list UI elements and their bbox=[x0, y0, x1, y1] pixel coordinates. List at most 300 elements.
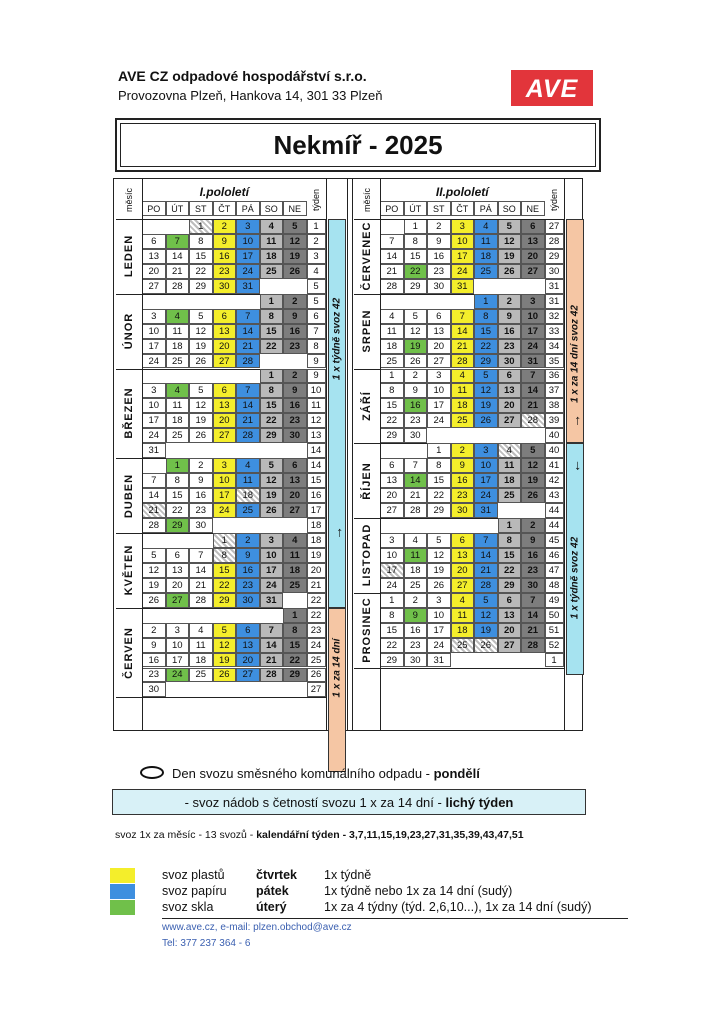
day-cell: 25 bbox=[380, 354, 404, 369]
day-cell: 7 bbox=[260, 623, 284, 638]
day-header-5: SO bbox=[498, 201, 522, 216]
day-cell: 27 bbox=[142, 279, 166, 294]
day-cell: 5 bbox=[474, 369, 498, 384]
day-cell: 22 bbox=[474, 339, 498, 354]
week-number-cell: 2 bbox=[307, 234, 326, 249]
day-cell: 4 bbox=[260, 219, 284, 234]
day-cell: 24 bbox=[260, 578, 284, 593]
day-cell: 15 bbox=[213, 563, 237, 578]
monthly-note-text: svoz 1x za měsíc - 13 svozů - bbox=[115, 829, 257, 841]
day-header-3: ČT bbox=[451, 201, 475, 216]
day-cell: 13 bbox=[142, 249, 166, 264]
day-cell: 26 bbox=[189, 354, 213, 369]
day-cell: 16 bbox=[213, 249, 237, 264]
day-cell: 25 bbox=[451, 638, 475, 653]
day-cell: 2 bbox=[451, 443, 475, 458]
day-cell: 3 bbox=[427, 369, 451, 384]
day-cell: 2 bbox=[521, 518, 545, 533]
day-cell: 20 bbox=[236, 653, 260, 668]
day-cell: 3 bbox=[142, 383, 166, 398]
day-cell: 23 bbox=[236, 578, 260, 593]
day-cell: 10 bbox=[427, 383, 451, 398]
day-cell: 8 bbox=[474, 309, 498, 324]
legend-item-name: svoz skla bbox=[162, 900, 214, 914]
week-number-cell: 39 bbox=[545, 413, 564, 428]
day-cell: 30 bbox=[427, 279, 451, 294]
legend-circle-label bbox=[172, 766, 480, 781]
week-number-cell: 13 bbox=[307, 428, 326, 443]
day-cell: 9 bbox=[404, 608, 428, 623]
day-cell: 17 bbox=[474, 473, 498, 488]
month-label: SRPEN bbox=[361, 309, 373, 353]
day-cell: 28 bbox=[260, 668, 284, 683]
half-title: I.pololetí bbox=[199, 185, 249, 199]
day-cell: 11 bbox=[166, 324, 190, 339]
day-cell: 29 bbox=[283, 668, 307, 683]
day-cell: 10 bbox=[521, 309, 545, 324]
day-cell: 1 bbox=[474, 294, 498, 309]
day-cell: 2 bbox=[498, 294, 522, 309]
day-cell: 14 bbox=[189, 563, 213, 578]
ave-logo bbox=[511, 70, 593, 106]
day-cell: 5 bbox=[142, 548, 166, 563]
week-number-cell: 10 bbox=[307, 383, 326, 398]
day-cell: 2 bbox=[404, 369, 428, 384]
day-cell: 18 bbox=[474, 249, 498, 264]
day-cell: 31 bbox=[521, 354, 545, 369]
day-cell: 9 bbox=[427, 234, 451, 249]
day-cell: 9 bbox=[404, 383, 428, 398]
day-cell: 2 bbox=[142, 623, 166, 638]
day-cell: 17 bbox=[260, 563, 284, 578]
legend-item-day: úterý bbox=[256, 900, 287, 914]
day-cell: 7 bbox=[236, 309, 260, 324]
day-cell: 21 bbox=[166, 264, 190, 279]
day-cell: 27 bbox=[213, 428, 237, 443]
day-cell: 12 bbox=[404, 324, 428, 339]
day-cell: 29 bbox=[427, 503, 451, 518]
week-number-cell: 7 bbox=[307, 324, 326, 339]
day-cell: 14 bbox=[142, 488, 166, 503]
day-cell: 19 bbox=[427, 563, 451, 578]
legend-rule bbox=[162, 918, 628, 919]
day-cell: 31 bbox=[474, 503, 498, 518]
month-label: DUBEN bbox=[123, 473, 135, 518]
week-number-cell: 26 bbox=[307, 668, 326, 683]
legend-item-frequency: 1x týdně nebo 1x za 14 dní (sudý) bbox=[324, 884, 513, 898]
day-cell: 31 bbox=[142, 443, 166, 458]
day-cell: 21 bbox=[236, 413, 260, 428]
week-number-cell: 21 bbox=[307, 578, 326, 593]
day-cell: 20 bbox=[498, 623, 522, 638]
day-cell: 4 bbox=[166, 383, 190, 398]
day-cell: 30 bbox=[142, 682, 166, 697]
day-cell: 14 bbox=[236, 324, 260, 339]
day-cell: 13 bbox=[213, 398, 237, 413]
day-cell: 30 bbox=[451, 503, 475, 518]
day-cell: 7 bbox=[380, 234, 404, 249]
day-cell: 6 bbox=[213, 383, 237, 398]
day-cell: 9 bbox=[283, 383, 307, 398]
day-cell: 28 bbox=[474, 578, 498, 593]
day-cell: 26 bbox=[142, 593, 166, 608]
day-cell: 21 bbox=[451, 339, 475, 354]
day-cell: 17 bbox=[142, 413, 166, 428]
page-title: Nekmíř - 2025 bbox=[120, 123, 596, 167]
day-cell: 10 bbox=[260, 548, 284, 563]
week-number-cell: 36 bbox=[545, 369, 564, 384]
day-cell: 12 bbox=[283, 234, 307, 249]
biweekly-bar-label: 1 x za 14 dní svoz 42 bbox=[569, 304, 580, 403]
day-cell: 23 bbox=[521, 563, 545, 578]
legend-item-day: čtvrtek bbox=[256, 868, 297, 882]
day-cell: 3 bbox=[380, 533, 404, 548]
day-cell: 2 bbox=[283, 369, 307, 384]
day-cell: 11 bbox=[166, 398, 190, 413]
week-number-cell: 18 bbox=[307, 518, 326, 533]
day-cell: 20 bbox=[451, 563, 475, 578]
week-number-cell: 46 bbox=[545, 548, 564, 563]
week-number-cell: 52 bbox=[545, 638, 564, 653]
day-header-6: NE bbox=[283, 201, 307, 216]
day-cell: 28 bbox=[451, 354, 475, 369]
day-cell: 29 bbox=[474, 354, 498, 369]
day-header-1: ÚT bbox=[404, 201, 428, 216]
week-number-cell: 31 bbox=[545, 279, 564, 294]
day-cell: 27 bbox=[427, 354, 451, 369]
day-cell: 10 bbox=[142, 324, 166, 339]
col-divider bbox=[142, 179, 143, 730]
day-cell: 18 bbox=[451, 398, 475, 413]
day-cell: 20 bbox=[521, 249, 545, 264]
day-cell: 13 bbox=[236, 638, 260, 653]
day-cell: 17 bbox=[451, 249, 475, 264]
day-cell: 23 bbox=[283, 339, 307, 354]
day-cell: 26 bbox=[427, 578, 451, 593]
day-cell: 19 bbox=[474, 623, 498, 638]
day-cell: 15 bbox=[427, 473, 451, 488]
day-cell: 30 bbox=[283, 428, 307, 443]
title-box bbox=[115, 118, 601, 172]
week-number-cell: 45 bbox=[545, 533, 564, 548]
day-cell: 3 bbox=[474, 443, 498, 458]
day-cell: 29 bbox=[404, 279, 428, 294]
biweekly-banner bbox=[112, 789, 586, 815]
day-cell: 2 bbox=[213, 219, 237, 234]
day-cell: 5 bbox=[498, 219, 522, 234]
day-cell: 14 bbox=[521, 608, 545, 623]
day-cell: 12 bbox=[474, 383, 498, 398]
day-cell: 23 bbox=[189, 503, 213, 518]
half-title: II.pololetí bbox=[435, 185, 489, 199]
day-cell: 15 bbox=[166, 488, 190, 503]
week-number-cell: 3 bbox=[307, 249, 326, 264]
day-cell: 15 bbox=[260, 324, 284, 339]
day-cell: 24 bbox=[236, 264, 260, 279]
day-cell: 9 bbox=[451, 458, 475, 473]
day-cell: 2 bbox=[427, 219, 451, 234]
day-cell: 17 bbox=[236, 249, 260, 264]
day-cell: 24 bbox=[427, 413, 451, 428]
day-cell: 4 bbox=[380, 309, 404, 324]
day-cell: 14 bbox=[404, 473, 428, 488]
day-cell: 27 bbox=[236, 668, 260, 683]
day-cell: 8 bbox=[166, 473, 190, 488]
day-cell: 9 bbox=[283, 309, 307, 324]
week-number-cell: 28 bbox=[545, 234, 564, 249]
day-cell: 22 bbox=[498, 563, 522, 578]
day-cell: 8 bbox=[404, 234, 428, 249]
day-cell: 10 bbox=[427, 608, 451, 623]
day-cell: 22 bbox=[380, 638, 404, 653]
day-cell: 24 bbox=[213, 503, 237, 518]
day-cell: 24 bbox=[474, 488, 498, 503]
day-cell: 21 bbox=[404, 488, 428, 503]
day-cell: 13 bbox=[498, 608, 522, 623]
day-cell: 9 bbox=[521, 533, 545, 548]
day-cell: 5 bbox=[474, 593, 498, 608]
week-number-cell: 38 bbox=[545, 398, 564, 413]
day-cell: 7 bbox=[451, 309, 475, 324]
month-label: ŘÍJEN bbox=[361, 461, 373, 500]
day-cell: 23 bbox=[283, 413, 307, 428]
day-cell: 18 bbox=[166, 339, 190, 354]
pickup-day-circle-icon bbox=[140, 766, 164, 779]
day-cell: 2 bbox=[236, 533, 260, 548]
day-cell: 18 bbox=[260, 249, 284, 264]
day-cell: 30 bbox=[498, 354, 522, 369]
day-cell: 25 bbox=[166, 428, 190, 443]
day-cell: 16 bbox=[142, 653, 166, 668]
col-divider bbox=[564, 179, 565, 730]
day-cell: 8 bbox=[427, 458, 451, 473]
day-cell: 10 bbox=[236, 234, 260, 249]
col-header-mesic: měsíc bbox=[124, 187, 134, 213]
day-cell: 25 bbox=[260, 264, 284, 279]
week-number-cell: 9 bbox=[307, 354, 326, 369]
day-cell: 26 bbox=[283, 264, 307, 279]
day-cell: 22 bbox=[283, 653, 307, 668]
week-number-cell: 16 bbox=[307, 488, 326, 503]
day-cell: 15 bbox=[498, 548, 522, 563]
day-cell: 3 bbox=[236, 219, 260, 234]
day-cell: 17 bbox=[427, 623, 451, 638]
day-cell: 31 bbox=[451, 279, 475, 294]
day-cell: 26 bbox=[404, 354, 428, 369]
day-cell: 22 bbox=[260, 413, 284, 428]
day-cell: 29 bbox=[260, 428, 284, 443]
month-label: ÚNOR bbox=[123, 312, 135, 350]
week-number-cell: 27 bbox=[307, 682, 326, 697]
day-cell: 8 bbox=[213, 548, 237, 563]
day-cell: 17 bbox=[142, 339, 166, 354]
day-cell: 4 bbox=[474, 219, 498, 234]
day-cell: 15 bbox=[380, 623, 404, 638]
day-cell: 8 bbox=[283, 623, 307, 638]
day-cell: 21 bbox=[260, 653, 284, 668]
day-cell: 27 bbox=[380, 503, 404, 518]
day-cell: 8 bbox=[380, 608, 404, 623]
col-header-tyden: týden bbox=[549, 188, 559, 212]
day-cell: 16 bbox=[404, 398, 428, 413]
day-cell: 14 bbox=[260, 638, 284, 653]
week-number-cell: 37 bbox=[545, 383, 564, 398]
day-cell: 9 bbox=[142, 638, 166, 653]
day-cell: 18 bbox=[236, 488, 260, 503]
col-divider bbox=[380, 179, 381, 730]
month-label: KVĚTEN bbox=[123, 545, 135, 596]
day-cell: 23 bbox=[451, 488, 475, 503]
day-header-0: PO bbox=[142, 201, 166, 216]
day-cell: 3 bbox=[427, 593, 451, 608]
day-cell: 27 bbox=[166, 593, 190, 608]
company-address: Provozovna Plzeň, Hankova 14, 301 33 Plzeň bbox=[118, 88, 383, 103]
month-label: LEDEN bbox=[123, 235, 135, 278]
day-cell: 27 bbox=[451, 578, 475, 593]
week-number-cell: 34 bbox=[545, 339, 564, 354]
day-header-1: ÚT bbox=[166, 201, 190, 216]
day-cell: 17 bbox=[166, 653, 190, 668]
day-cell: 26 bbox=[189, 428, 213, 443]
day-cell: 14 bbox=[166, 249, 190, 264]
week-number-cell: 49 bbox=[545, 593, 564, 608]
header-divider bbox=[116, 219, 326, 220]
week-number-cell: 15 bbox=[307, 473, 326, 488]
day-cell: 28 bbox=[166, 279, 190, 294]
day-cell: 16 bbox=[189, 488, 213, 503]
day-cell: 18 bbox=[404, 563, 428, 578]
day-cell: 26 bbox=[213, 668, 237, 683]
day-cell: 20 bbox=[283, 488, 307, 503]
day-cell: 28 bbox=[236, 428, 260, 443]
week-number-cell: 9 bbox=[307, 369, 326, 384]
day-cell: 16 bbox=[498, 324, 522, 339]
day-cell: 17 bbox=[380, 563, 404, 578]
day-cell: 24 bbox=[451, 264, 475, 279]
day-cell: 20 bbox=[142, 264, 166, 279]
day-cell: 9 bbox=[236, 548, 260, 563]
day-cell: 3 bbox=[451, 219, 475, 234]
legend-swatch bbox=[110, 868, 135, 883]
day-cell: 5 bbox=[213, 623, 237, 638]
day-cell: 27 bbox=[498, 638, 522, 653]
week-number-cell: 5 bbox=[307, 294, 326, 309]
week-number-cell: 35 bbox=[545, 354, 564, 369]
day-cell: 11 bbox=[189, 638, 213, 653]
day-cell: 12 bbox=[142, 563, 166, 578]
day-cell: 21 bbox=[380, 264, 404, 279]
day-cell: 11 bbox=[404, 548, 428, 563]
day-cell: 5 bbox=[427, 533, 451, 548]
day-header-6: NE bbox=[521, 201, 545, 216]
day-cell: 9 bbox=[213, 234, 237, 249]
day-cell: 10 bbox=[142, 398, 166, 413]
day-cell: 20 bbox=[380, 488, 404, 503]
day-cell: 29 bbox=[498, 578, 522, 593]
day-cell: 20 bbox=[498, 398, 522, 413]
day-cell: 23 bbox=[498, 339, 522, 354]
day-cell: 27 bbox=[498, 413, 522, 428]
day-cell: 17 bbox=[427, 398, 451, 413]
week-number-cell: 18 bbox=[307, 533, 326, 548]
day-cell: 4 bbox=[498, 443, 522, 458]
day-cell: 1 bbox=[498, 518, 522, 533]
day-cell: 12 bbox=[189, 324, 213, 339]
day-cell: 15 bbox=[189, 249, 213, 264]
col-header-tyden: týden bbox=[311, 188, 321, 212]
day-cell: 18 bbox=[283, 563, 307, 578]
day-cell: 30 bbox=[521, 578, 545, 593]
day-cell: 13 bbox=[380, 473, 404, 488]
week-number-cell: 22 bbox=[307, 608, 326, 623]
calendar-table bbox=[113, 178, 583, 731]
week-number-cell: 43 bbox=[545, 488, 564, 503]
day-cell: 20 bbox=[166, 578, 190, 593]
day-cell: 16 bbox=[427, 249, 451, 264]
day-cell: 26 bbox=[498, 264, 522, 279]
day-cell: 14 bbox=[380, 249, 404, 264]
day-cell: 25 bbox=[236, 503, 260, 518]
week-number-cell: 22 bbox=[307, 593, 326, 608]
day-header-2: ST bbox=[427, 201, 451, 216]
day-cell: 6 bbox=[166, 548, 190, 563]
day-cell: 21 bbox=[521, 398, 545, 413]
day-cell: 29 bbox=[213, 593, 237, 608]
legend-item bbox=[110, 884, 630, 900]
legend-item-name: svoz plastů bbox=[162, 868, 225, 882]
day-cell: 11 bbox=[498, 458, 522, 473]
week-number-cell: 27 bbox=[545, 219, 564, 234]
day-cell: 4 bbox=[404, 533, 428, 548]
day-cell: 12 bbox=[213, 638, 237, 653]
week-number-cell: 17 bbox=[307, 503, 326, 518]
day-cell: 28 bbox=[521, 638, 545, 653]
day-cell: 10 bbox=[380, 548, 404, 563]
legend-item bbox=[110, 868, 630, 884]
day-cell: 15 bbox=[404, 249, 428, 264]
banner-text: - svoz nádob s četností svozu 1 x za 14 dní - bbox=[184, 794, 442, 810]
day-cell: 24 bbox=[427, 638, 451, 653]
day-cell: 4 bbox=[189, 623, 213, 638]
day-cell: 6 bbox=[213, 309, 237, 324]
day-cell: 1 bbox=[189, 219, 213, 234]
day-cell: 21 bbox=[189, 578, 213, 593]
day-cell: 8 bbox=[498, 533, 522, 548]
day-cell: 3 bbox=[142, 309, 166, 324]
day-cell: 14 bbox=[521, 383, 545, 398]
week-number-cell: 19 bbox=[307, 548, 326, 563]
day-cell: 21 bbox=[521, 623, 545, 638]
day-cell: 30 bbox=[189, 518, 213, 533]
day-cell: 22 bbox=[166, 503, 190, 518]
day-cell: 6 bbox=[498, 369, 522, 384]
day-cell: 19 bbox=[498, 249, 522, 264]
day-cell: 16 bbox=[521, 548, 545, 563]
day-cell: 13 bbox=[451, 548, 475, 563]
day-cell: 19 bbox=[189, 339, 213, 354]
header-divider bbox=[354, 219, 564, 220]
day-cell: 26 bbox=[260, 503, 284, 518]
day-cell: 7 bbox=[521, 369, 545, 384]
day-cell: 8 bbox=[260, 309, 284, 324]
day-cell: 5 bbox=[189, 383, 213, 398]
day-cell: 23 bbox=[404, 638, 428, 653]
monthly-note-weeks: kalendářní týden - 3,7,11,15,19,23,27,31,35,39,43,47,51 bbox=[256, 829, 524, 841]
day-cell: 15 bbox=[474, 324, 498, 339]
week-number-cell: 31 bbox=[545, 294, 564, 309]
day-cell: 21 bbox=[474, 563, 498, 578]
day-cell: 7 bbox=[166, 234, 190, 249]
